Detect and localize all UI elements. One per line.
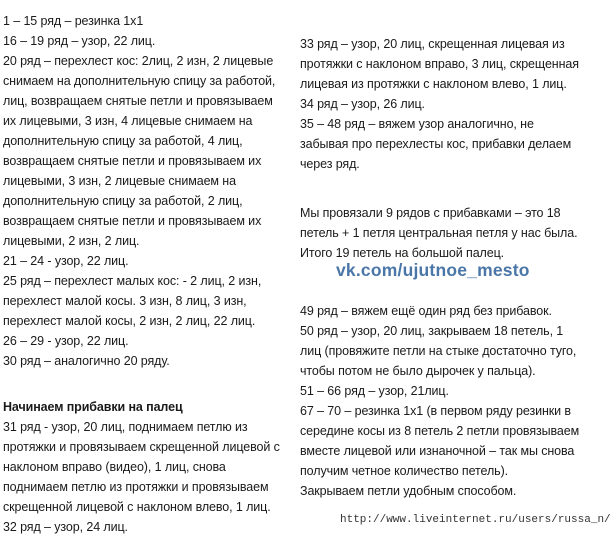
text-line: поднимаем петлю из протяжки и провязываем bbox=[3, 480, 269, 494]
text-line: 51 – 66 ряд – узор, 21лиц. bbox=[300, 384, 449, 398]
text-line: 21 – 24 - узор, 22 лиц. bbox=[3, 254, 129, 268]
text-line: середине косы из 8 петель 2 петли провязываем bbox=[300, 424, 580, 438]
text-line: наклоном вправо (видео), 1 лиц, снова bbox=[3, 460, 226, 474]
text-line: забывая про перехлесты кос, прибавки делаем bbox=[300, 137, 572, 151]
text-line: чтобы потом не было дырочек у пальца). bbox=[300, 364, 536, 378]
text-line: 20 ряд – перехлест кос: 2лиц, 2 изн, 2 лицевые bbox=[3, 54, 274, 68]
text-line: дополнительную спицу за работой, 4 лиц, bbox=[3, 134, 243, 148]
text-line: Закрываем петли удобным способом. bbox=[300, 484, 517, 498]
text-line: перехлест малой косы. 3 изн, 8 лиц, 3 изн, bbox=[3, 294, 247, 308]
text-line: Мы провязали 9 рядов с прибавками – это 18 bbox=[300, 206, 561, 220]
text-line: 35 – 48 ряд – вяжем узор аналогично, не bbox=[300, 117, 534, 131]
text-line: лицевыми, 3 изн, 2 лицевые снимаем на bbox=[3, 174, 236, 188]
text-line: 32 ряд – узор, 24 лиц. bbox=[3, 520, 128, 534]
text-line: 49 ряд – вяжем ещё один ряд без прибавок. bbox=[300, 304, 552, 318]
text-line: 31 ряд - узор, 20 лиц, поднимаем петлю из bbox=[3, 420, 248, 434]
text-line: 30 ряд – аналогично 20 ряду. bbox=[3, 354, 170, 368]
text-line: 26 – 29 - узор, 22 лиц. bbox=[3, 334, 129, 348]
text-line: возвращаем снятые петли и провязываем их bbox=[3, 214, 262, 228]
left-column bbox=[3, 11, 299, 537]
text-line: возвращаем снятые петли и провязываем их bbox=[3, 154, 262, 168]
text-line: их лицевыми, 3 изн, 4 лицевые снимаем на bbox=[3, 114, 253, 128]
text-line: Итого 19 петель на большой палец. bbox=[300, 246, 505, 260]
text-line: 67 – 70 – резинка 1х1 (в первом ряду резинки в bbox=[300, 404, 571, 418]
text-line: дополнительную спицу за работой, 2 лиц, bbox=[3, 194, 243, 208]
footer-url[interactable]: http://www.liveinternet.ru/users/russa_n/ bbox=[340, 514, 611, 526]
paragraph-gap bbox=[300, 174, 612, 203]
text-line: получим четное количество петель). bbox=[300, 464, 509, 478]
text-line: лиц (провяжите петли на стыке достаточно туго, bbox=[300, 344, 577, 358]
text-line: вместе лицевой или изнаночной – так мы снова bbox=[300, 444, 575, 458]
text-line: скрещенной лицевой с наклоном влево, 1 лиц. bbox=[3, 500, 271, 514]
text-line: 16 – 19 ряд – узор, 22 лиц. bbox=[3, 34, 156, 48]
text-line: 34 ряд – узор, 26 лиц. bbox=[300, 97, 425, 111]
text-line: лицевыми, 2 изн, 2 лиц. bbox=[3, 234, 140, 248]
text-line: через ряд. bbox=[300, 157, 360, 171]
text-line: 50 ряд – узор, 20 лиц, закрываем 18 петель, 1 bbox=[300, 324, 564, 338]
watermark: vk.com/ujutnoe_mesto bbox=[336, 260, 530, 280]
text-line: 1 – 15 ряд – резинка 1х1 bbox=[3, 14, 144, 28]
paragraph-gap bbox=[3, 371, 299, 397]
text-line: перехлест малой косы, 2 изн, 2 лиц, 22 лиц. bbox=[3, 314, 256, 328]
text-line: 33 ряд – узор, 20 лиц, скрещенная лицевая из bbox=[300, 37, 565, 51]
section-heading: Начинаем прибавки на палец bbox=[3, 400, 183, 414]
text-line: лицевая из протяжки с наклоном влево, 1 лиц. bbox=[300, 77, 567, 91]
text-line: петель + 1 петля центральная петля у нас была. bbox=[300, 226, 578, 240]
text-line: лиц, возвращаем снятые петли и провязываем bbox=[3, 94, 273, 108]
text-line: снимаем на дополнительную спицу за работой, bbox=[3, 74, 276, 88]
text-line: протяжки и провязываем скрещенной лицевой с bbox=[3, 440, 280, 454]
text-line: протяжки с наклоном вправо, 3 лиц, скрещенная bbox=[300, 57, 579, 71]
text-line: 25 ряд – перехлест малых кос: - 2 лиц, 2 изн, bbox=[3, 274, 262, 288]
